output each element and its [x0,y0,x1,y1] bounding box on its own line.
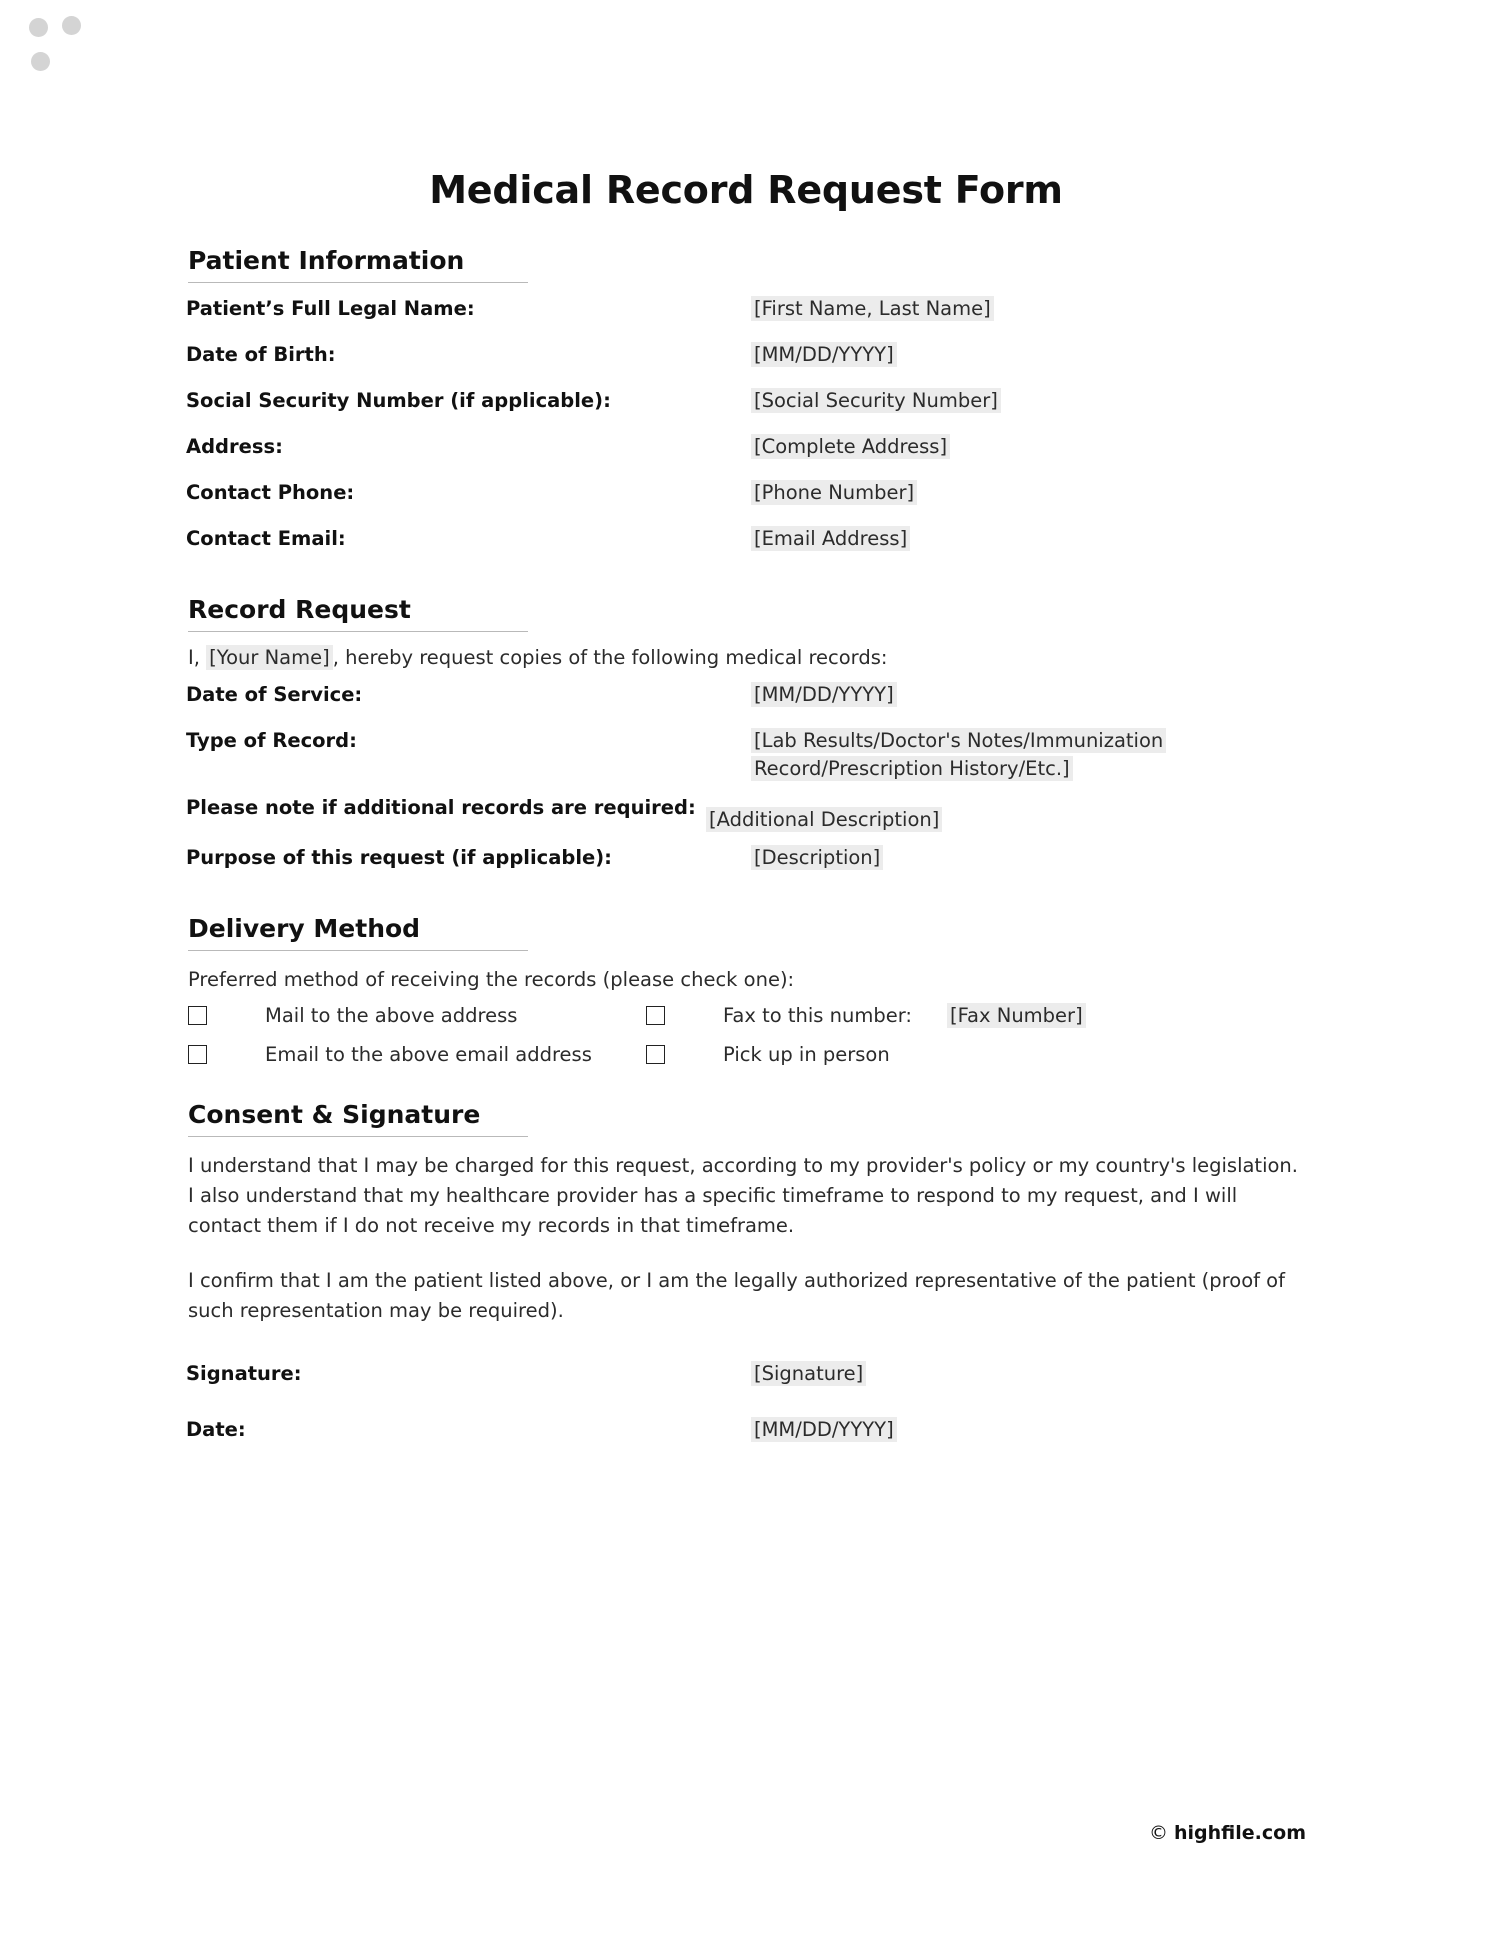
section-consent-signature [186,1100,1306,1451]
copyright-symbol: © [1148,1822,1175,1844]
signature-rows [186,1358,1306,1452]
field-value-text: [Email Address] [751,526,910,551]
field-value[interactable] [751,477,1306,507]
field-value[interactable] [751,1358,1306,1388]
field-label: Signature: [186,1361,302,1385]
record-request-intro [188,646,1306,669]
section-delivery-method [186,914,1306,1067]
field-value-text: [Social Security Number] [751,388,1001,413]
checkbox-label: Pick up in person [723,1043,890,1067]
field-value[interactable] [751,679,1306,709]
field-label: Social Security Number (if applicable): [186,389,611,412]
consent-text-block [186,1151,1306,1325]
field-label: Contact Email: [186,527,346,550]
consent-paragraph-1: I understand that I may be charged for this request, according to my provider's policy or my country's legislation. I also understand that my healthcare provider has a specific timeframe to respond to my request, and I will contact them if I do not receive my records in that timeframe. [188,1154,1298,1237]
document-content [186,0,1306,1470]
field-value[interactable] [751,523,1306,553]
section-heading-patient-information: Patient Information [188,246,528,283]
checkbox-icon[interactable] [646,1045,665,1064]
checkbox-label: Fax to this number: [723,1004,913,1028]
field-value-text: [MM/DD/YYYY] [751,682,897,707]
dot-icon [31,52,50,71]
field-label: Please note if additional records are required: [186,795,696,819]
field-row-additional-records [186,792,1306,834]
intro-suffix: , hereby request copies of the following medical records: [332,646,888,669]
field-value-text: [Description] [751,845,883,870]
field-value[interactable] [751,431,1306,461]
field-value-text: [Lab Results/Doctor's Notes/Immunization Record/Prescription History/Etc.] [751,728,1166,781]
intro-name-field[interactable]: [Your Name] [206,645,333,670]
field-row-date-of-birth [186,339,1306,377]
dot-icon [29,18,48,37]
section-heading-delivery-method: Delivery Method [188,914,528,951]
footer-credit [1149,1822,1306,1844]
delivery-option-row [188,1043,1306,1066]
consent-paragraph-2: I confirm that I am the patient listed above, or I am the legally authorized representative of the patient (proof of such representation may be required). [188,1269,1285,1322]
field-row-signature-date [186,1414,1306,1452]
checkbox-option-fax[interactable] [646,1004,1086,1027]
checkbox-icon[interactable] [188,1045,207,1064]
field-label: Type of Record: [186,729,357,752]
checkbox-icon[interactable] [646,1006,665,1025]
field-value[interactable] [751,385,1306,415]
checkbox-label: Mail to the above address [265,1004,518,1028]
field-row-patient-name [186,293,1306,331]
intro-prefix: I, [188,646,207,669]
field-value-text: [Signature] [751,1361,866,1386]
section-patient-information [186,246,1306,561]
section-record-request [186,595,1306,880]
field-value[interactable] [751,1414,1306,1444]
field-row-purpose [186,842,1306,880]
field-value[interactable] [751,725,1271,784]
field-row-ssn [186,385,1306,423]
field-value-text: [First Name, Last Name] [751,296,994,321]
patient-information-rows [186,293,1306,561]
brand-name: highfile.com [1174,1822,1306,1844]
field-label: Purpose of this request (if applicable): [186,845,612,869]
field-row-date-of-service [186,679,1306,717]
field-row-contact-email [186,523,1306,561]
field-value[interactable] [706,792,1306,834]
delivery-method-instruction: Preferred method of receiving the records (please check one): [188,967,795,991]
decorative-dots [22,8,102,78]
field-value-text: [Phone Number] [751,480,917,505]
dot-icon [62,16,81,35]
field-value[interactable] [751,339,1306,369]
field-value-text: [Additional Description] [706,807,942,832]
record-request-rows [186,679,1306,880]
checkbox-option-mail[interactable] [188,1004,646,1027]
delivery-option-row [188,1004,1306,1027]
field-label: Patient’s Full Legal Name: [186,297,475,320]
field-row-contact-phone [186,477,1306,515]
field-value-text: [Complete Address] [751,434,950,459]
checkbox-option-pickup[interactable] [646,1043,890,1066]
field-row-type-of-record [186,725,1306,784]
field-label: Address: [186,435,283,458]
delivery-method-options [188,1004,1306,1066]
section-heading-consent-signature: Consent & Signature [188,1100,528,1137]
field-label: Contact Phone: [186,481,355,504]
checkbox-label: Email to the above email address [265,1043,592,1067]
fax-number-field[interactable] [947,1004,1086,1027]
checkbox-option-email[interactable] [188,1043,646,1066]
field-label: Date: [186,1417,246,1441]
field-value-text: [MM/DD/YYYY] [751,1417,897,1442]
field-value[interactable] [751,842,1306,872]
fax-number-text: [Fax Number] [947,1003,1086,1028]
checkbox-icon[interactable] [188,1006,207,1025]
field-value[interactable] [751,293,1306,323]
field-row-signature [186,1358,1306,1396]
field-label: Date of Birth: [186,343,336,366]
field-label: Date of Service: [186,683,363,706]
section-heading-record-request: Record Request [188,595,528,632]
page-title: Medical Record Request Form [429,168,1063,212]
field-value-text: [MM/DD/YYYY] [751,342,897,367]
field-row-address [186,431,1306,469]
